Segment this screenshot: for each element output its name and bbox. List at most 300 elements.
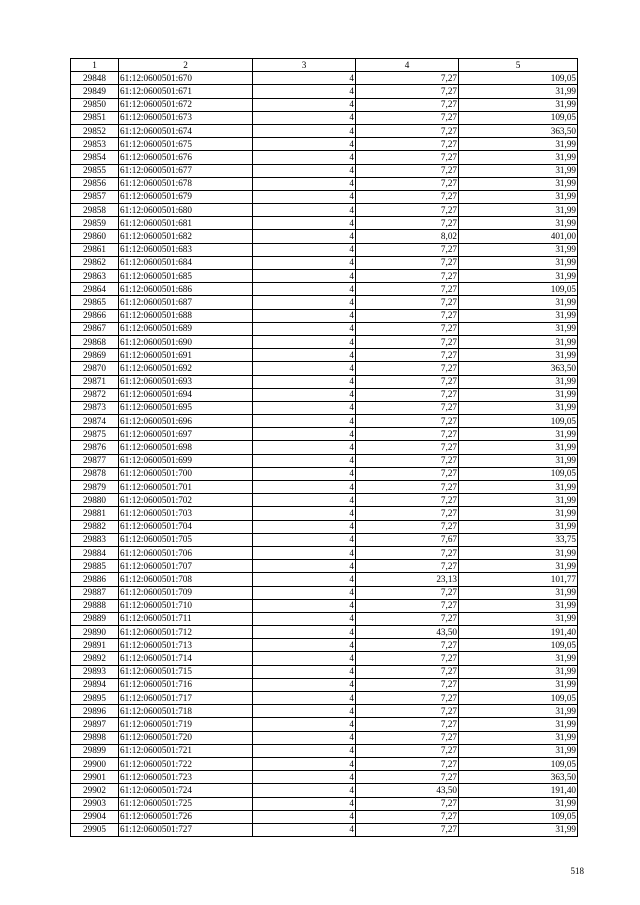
table-cell-col4: 7,27 [356, 111, 459, 124]
table-cell-col4: 7,27 [356, 507, 459, 520]
table-cell-col5: 31,99 [459, 217, 578, 230]
table-cell-col2: 61:12:0600501:722 [119, 757, 253, 770]
table-cell-col2: 61:12:0600501:719 [119, 718, 253, 731]
table-cell-col5: 31,99 [459, 322, 578, 335]
table-cell-col4: 7,27 [356, 335, 459, 348]
header-row [71, 59, 578, 72]
table-cell-col3: 4 [253, 744, 356, 757]
table-cell-col3: 4 [253, 573, 356, 586]
column-header-3: 3 [253, 59, 356, 72]
table-cell-col4: 7,27 [356, 639, 459, 652]
table-row [71, 230, 578, 243]
table-cell-col2: 61:12:0600501:671 [119, 85, 253, 98]
table-row [71, 362, 578, 375]
table-cell-col5: 31,99 [459, 85, 578, 98]
table-cell-col1: 29905 [71, 823, 119, 836]
table-cell-col2: 61:12:0600501:695 [119, 401, 253, 414]
table-cell-col1: 29862 [71, 256, 119, 269]
table-row [71, 797, 578, 810]
table-row [71, 573, 578, 586]
table-cell-col4: 7,27 [356, 467, 459, 480]
table-cell-col5: 109,05 [459, 757, 578, 770]
table-cell-col4: 7,27 [356, 441, 459, 454]
table-cell-col4: 7,27 [356, 415, 459, 428]
table-cell-col3: 4 [253, 151, 356, 164]
table-cell-col5: 31,99 [459, 243, 578, 256]
table-cell-col5: 31,99 [459, 98, 578, 111]
table-cell-col1: 29886 [71, 573, 119, 586]
table-cell-col2: 61:12:0600501:716 [119, 678, 253, 691]
table-cell-col5: 101,77 [459, 573, 578, 586]
table-row [71, 705, 578, 718]
table-cell-col5: 31,99 [459, 823, 578, 836]
table-cell-col1: 29876 [71, 441, 119, 454]
table-cell-col2: 61:12:0600501:701 [119, 481, 253, 494]
table-cell-col4: 7,27 [356, 401, 459, 414]
table-cell-col4: 7,27 [356, 349, 459, 362]
table-cell-col3: 4 [253, 401, 356, 414]
column-header-2: 2 [119, 59, 253, 72]
table-cell-col1: 29881 [71, 507, 119, 520]
table-cell-col1: 29869 [71, 349, 119, 362]
table-cell-col1: 29867 [71, 322, 119, 335]
table-cell-col4: 7,27 [356, 72, 459, 85]
table-cell-col4: 7,27 [356, 718, 459, 731]
table-cell-col2: 61:12:0600501:684 [119, 256, 253, 269]
table-cell-col2: 61:12:0600501:707 [119, 560, 253, 573]
table-cell-col1: 29875 [71, 428, 119, 441]
table-cell-col2: 61:12:0600501:721 [119, 744, 253, 757]
table-cell-col2: 61:12:0600501:713 [119, 639, 253, 652]
table-cell-col5: 31,99 [459, 546, 578, 559]
table-row [71, 309, 578, 322]
table-cell-col4: 7,27 [356, 652, 459, 665]
table-cell-col3: 4 [253, 546, 356, 559]
table-cell-col4: 7,27 [356, 692, 459, 705]
table-cell-col4: 7,27 [356, 322, 459, 335]
table-cell-col2: 61:12:0600501:677 [119, 164, 253, 177]
table-cell-col1: 29849 [71, 85, 119, 98]
table-body [71, 72, 578, 837]
table-row [71, 415, 578, 428]
table-cell-col3: 4 [253, 467, 356, 480]
table-cell-col1: 29898 [71, 731, 119, 744]
table-cell-col2: 61:12:0600501:678 [119, 177, 253, 190]
table-cell-col2: 61:12:0600501:706 [119, 546, 253, 559]
table-cell-col5: 31,99 [459, 375, 578, 388]
table-cell-col1: 29861 [71, 243, 119, 256]
table-cell-col5: 31,99 [459, 481, 578, 494]
table-row [71, 507, 578, 520]
table-cell-col1: 29879 [71, 481, 119, 494]
table-row [71, 270, 578, 283]
table-cell-col5: 109,05 [459, 415, 578, 428]
table-cell-col3: 4 [253, 692, 356, 705]
table-row [71, 823, 578, 836]
table-cell-col5: 31,99 [459, 441, 578, 454]
table-cell-col3: 4 [253, 586, 356, 599]
table-cell-col3: 4 [253, 678, 356, 691]
table-cell-col2: 61:12:0600501:702 [119, 494, 253, 507]
table-cell-col2: 61:12:0600501:703 [119, 507, 253, 520]
table-cell-col1: 29895 [71, 692, 119, 705]
table-cell-col2: 61:12:0600501:725 [119, 797, 253, 810]
table-cell-col5: 31,99 [459, 401, 578, 414]
table-cell-col1: 29872 [71, 388, 119, 401]
table-row [71, 586, 578, 599]
table-cell-col1: 29854 [71, 151, 119, 164]
table-cell-col5: 31,99 [459, 388, 578, 401]
table-row [71, 665, 578, 678]
table-cell-col1: 29874 [71, 415, 119, 428]
table-cell-col4: 7,27 [356, 586, 459, 599]
table-row [71, 652, 578, 665]
table-cell-col5: 31,99 [459, 335, 578, 348]
table-cell-col1: 29853 [71, 138, 119, 151]
table-cell-col5: 191,40 [459, 626, 578, 639]
table-cell-col3: 4 [253, 797, 356, 810]
table-cell-col5: 401,00 [459, 230, 578, 243]
table-cell-col2: 61:12:0600501:686 [119, 283, 253, 296]
table-cell-col5: 31,99 [459, 744, 578, 757]
table-cell-col1: 29859 [71, 217, 119, 230]
table-cell-col2: 61:12:0600501:688 [119, 309, 253, 322]
table-cell-col1: 29877 [71, 454, 119, 467]
table-cell-col3: 4 [253, 639, 356, 652]
table-row [71, 428, 578, 441]
table-row [71, 256, 578, 269]
table-row [71, 771, 578, 784]
table-cell-col1: 29848 [71, 72, 119, 85]
table-cell-col2: 61:12:0600501:714 [119, 652, 253, 665]
table-cell-col2: 61:12:0600501:720 [119, 731, 253, 744]
table-cell-col1: 29890 [71, 626, 119, 639]
table-cell-col3: 4 [253, 243, 356, 256]
table-cell-col3: 4 [253, 85, 356, 98]
table-cell-col2: 61:12:0600501:727 [119, 823, 253, 836]
table-row [71, 98, 578, 111]
table-cell-col2: 61:12:0600501:691 [119, 349, 253, 362]
table-cell-col5: 109,05 [459, 467, 578, 480]
table-cell-col1: 29868 [71, 335, 119, 348]
table-cell-col5: 31,99 [459, 678, 578, 691]
table-row [71, 757, 578, 770]
table-cell-col4: 7,27 [356, 731, 459, 744]
table-cell-col5: 33,75 [459, 533, 578, 546]
table-row [71, 784, 578, 797]
table-cell-col2: 61:12:0600501:698 [119, 441, 253, 454]
table-row [71, 810, 578, 823]
table-cell-col3: 4 [253, 823, 356, 836]
table-row [71, 731, 578, 744]
table-cell-col3: 4 [253, 177, 356, 190]
table-cell-col2: 61:12:0600501:696 [119, 415, 253, 428]
table-cell-col1: 29871 [71, 375, 119, 388]
table-row [71, 375, 578, 388]
table-cell-col4: 7,27 [356, 177, 459, 190]
table-row [71, 164, 578, 177]
table-cell-col5: 31,99 [459, 349, 578, 362]
table-cell-col4: 7,27 [356, 757, 459, 770]
table-cell-col2: 61:12:0600501:692 [119, 362, 253, 375]
table-cell-col5: 109,05 [459, 72, 578, 85]
table-cell-col1: 29873 [71, 401, 119, 414]
table-row [71, 626, 578, 639]
table-cell-col4: 43,50 [356, 784, 459, 797]
table-cell-col4: 7,27 [356, 665, 459, 678]
table-row [71, 520, 578, 533]
table-cell-col4: 7,27 [356, 270, 459, 283]
table-row [71, 388, 578, 401]
table-cell-col4: 7,27 [356, 296, 459, 309]
table-cell-col3: 4 [253, 124, 356, 137]
table-cell-col5: 31,99 [459, 652, 578, 665]
table-cell-col3: 4 [253, 230, 356, 243]
table-cell-col5: 31,99 [459, 428, 578, 441]
table-cell-col1: 29863 [71, 270, 119, 283]
table-cell-col2: 61:12:0600501:711 [119, 612, 253, 625]
table-row [71, 204, 578, 217]
table-cell-col4: 7,27 [356, 678, 459, 691]
table-cell-col5: 31,99 [459, 507, 578, 520]
table-cell-col1: 29850 [71, 98, 119, 111]
table-cell-col3: 4 [253, 612, 356, 625]
table-cell-col4: 7,27 [356, 256, 459, 269]
table-cell-col5: 31,99 [459, 296, 578, 309]
table-cell-col1: 29880 [71, 494, 119, 507]
table-cell-col2: 61:12:0600501:715 [119, 665, 253, 678]
table-cell-col5: 31,99 [459, 164, 578, 177]
table-row [71, 718, 578, 731]
table-cell-col3: 4 [253, 190, 356, 203]
table-cell-col2: 61:12:0600501:689 [119, 322, 253, 335]
table-cell-col4: 7,27 [356, 797, 459, 810]
table-cell-col5: 109,05 [459, 810, 578, 823]
table-cell-col3: 4 [253, 322, 356, 335]
table-row [71, 467, 578, 480]
table-row [71, 454, 578, 467]
table-cell-col1: 29891 [71, 639, 119, 652]
table-cell-col1: 29865 [71, 296, 119, 309]
table-cell-col2: 61:12:0600501:687 [119, 296, 253, 309]
table-cell-col2: 61:12:0600501:726 [119, 810, 253, 823]
table-cell-col1: 29894 [71, 678, 119, 691]
table-cell-col3: 4 [253, 349, 356, 362]
column-header-4: 4 [356, 59, 459, 72]
table-row [71, 111, 578, 124]
table-cell-col4: 7,27 [356, 771, 459, 784]
table-cell-col2: 61:12:0600501:705 [119, 533, 253, 546]
table-cell-col3: 4 [253, 72, 356, 85]
table-cell-col4: 7,27 [356, 204, 459, 217]
table-cell-col5: 31,99 [459, 599, 578, 612]
table-cell-col3: 4 [253, 441, 356, 454]
table-cell-col3: 4 [253, 283, 356, 296]
table-cell-col5: 31,99 [459, 177, 578, 190]
table-cell-col2: 61:12:0600501:680 [119, 204, 253, 217]
table-cell-col4: 7,27 [356, 481, 459, 494]
table-cell-col4: 7,27 [356, 164, 459, 177]
table-row [71, 296, 578, 309]
table-cell-col4: 7,27 [356, 124, 459, 137]
table-cell-col5: 31,99 [459, 731, 578, 744]
table-cell-col3: 4 [253, 599, 356, 612]
table-cell-col5: 31,99 [459, 256, 578, 269]
table-cell-col3: 4 [253, 481, 356, 494]
table-cell-col2: 61:12:0600501:679 [119, 190, 253, 203]
table-cell-col5: 191,40 [459, 784, 578, 797]
table-cell-col3: 4 [253, 652, 356, 665]
table-row [71, 335, 578, 348]
table-cell-col1: 29889 [71, 612, 119, 625]
table-cell-col1: 29900 [71, 757, 119, 770]
table-cell-col3: 4 [253, 98, 356, 111]
page-number: 518 [570, 866, 584, 876]
table-cell-col2: 61:12:0600501:712 [119, 626, 253, 639]
table-cell-col3: 4 [253, 757, 356, 770]
table-cell-col5: 31,99 [459, 612, 578, 625]
table-row [71, 124, 578, 137]
table-row [71, 349, 578, 362]
table-cell-col1: 29897 [71, 718, 119, 731]
table-row [71, 217, 578, 230]
table-cell-col1: 29887 [71, 586, 119, 599]
table-cell-col4: 7,27 [356, 823, 459, 836]
table-cell-col3: 4 [253, 111, 356, 124]
table-cell-col4: 7,27 [356, 612, 459, 625]
table-cell-col2: 61:12:0600501:672 [119, 98, 253, 111]
table-cell-col2: 61:12:0600501:693 [119, 375, 253, 388]
table-cell-col4: 7,27 [356, 375, 459, 388]
table-cell-col1: 29896 [71, 705, 119, 718]
table-row [71, 533, 578, 546]
table-cell-col3: 4 [253, 375, 356, 388]
column-header-5: 5 [459, 59, 578, 72]
table-cell-col3: 4 [253, 204, 356, 217]
table-cell-col5: 31,99 [459, 665, 578, 678]
table-cell-col1: 29866 [71, 309, 119, 322]
table-cell-col3: 4 [253, 164, 356, 177]
table-row [71, 151, 578, 164]
table-cell-col1: 29901 [71, 771, 119, 784]
table-row [71, 546, 578, 559]
table-cell-col3: 4 [253, 309, 356, 322]
table-cell-col3: 4 [253, 560, 356, 573]
table-cell-col4: 7,67 [356, 533, 459, 546]
table-cell-col3: 4 [253, 771, 356, 784]
table-cell-col2: 61:12:0600501:697 [119, 428, 253, 441]
table-cell-col4: 7,27 [356, 243, 459, 256]
table-cell-col2: 61:12:0600501:724 [119, 784, 253, 797]
table-cell-col1: 29860 [71, 230, 119, 243]
table-cell-col2: 61:12:0600501:704 [119, 520, 253, 533]
table-cell-col1: 29893 [71, 665, 119, 678]
table-cell-col3: 4 [253, 507, 356, 520]
table-row [71, 243, 578, 256]
table-cell-col3: 4 [253, 718, 356, 731]
table-cell-col5: 109,05 [459, 639, 578, 652]
table-cell-col4: 7,27 [356, 520, 459, 533]
table-cell-col3: 4 [253, 626, 356, 639]
table-cell-col5: 31,99 [459, 586, 578, 599]
table-cell-col4: 7,27 [356, 494, 459, 507]
table-cell-col4: 7,27 [356, 283, 459, 296]
table-row [71, 283, 578, 296]
table-cell-col1: 29899 [71, 744, 119, 757]
table-cell-col2: 61:12:0600501:670 [119, 72, 253, 85]
table-cell-col5: 31,99 [459, 454, 578, 467]
table-cell-col3: 4 [253, 454, 356, 467]
table-cell-col3: 4 [253, 335, 356, 348]
table-cell-col4: 7,27 [356, 190, 459, 203]
table-cell-col5: 31,99 [459, 560, 578, 573]
table-cell-col2: 61:12:0600501:708 [119, 573, 253, 586]
table-row [71, 560, 578, 573]
table-cell-col2: 61:12:0600501:685 [119, 270, 253, 283]
table-cell-col1: 29870 [71, 362, 119, 375]
table-cell-col3: 4 [253, 665, 356, 678]
table-cell-col2: 61:12:0600501:674 [119, 124, 253, 137]
table-cell-col5: 31,99 [459, 190, 578, 203]
table-cell-col5: 109,05 [459, 111, 578, 124]
table-row [71, 481, 578, 494]
table-cell-col4: 7,27 [356, 151, 459, 164]
table-cell-col5: 363,50 [459, 771, 578, 784]
table-cell-col4: 43,50 [356, 626, 459, 639]
table-cell-col5: 31,99 [459, 204, 578, 217]
table-cell-col1: 29858 [71, 204, 119, 217]
table-cell-col2: 61:12:0600501:681 [119, 217, 253, 230]
data-table [70, 58, 578, 837]
table-cell-col4: 7,27 [356, 810, 459, 823]
table-cell-col1: 29892 [71, 652, 119, 665]
table-cell-col1: 29864 [71, 283, 119, 296]
table-cell-col2: 61:12:0600501:690 [119, 335, 253, 348]
table-cell-col4: 7,27 [356, 560, 459, 573]
table-cell-col3: 4 [253, 705, 356, 718]
table-cell-col1: 29856 [71, 177, 119, 190]
table-cell-col1: 29902 [71, 784, 119, 797]
table-cell-col1: 29888 [71, 599, 119, 612]
table-cell-col3: 4 [253, 520, 356, 533]
table-cell-col4: 7,27 [356, 362, 459, 375]
table-cell-col1: 29883 [71, 533, 119, 546]
table-cell-col2: 61:12:0600501:700 [119, 467, 253, 480]
table-row [71, 744, 578, 757]
table-cell-col5: 31,99 [459, 138, 578, 151]
table-cell-col3: 4 [253, 296, 356, 309]
table-cell-col2: 61:12:0600501:717 [119, 692, 253, 705]
table-cell-col1: 29903 [71, 797, 119, 810]
table-cell-col4: 23,13 [356, 573, 459, 586]
table-row [71, 494, 578, 507]
table-cell-col4: 7,27 [356, 599, 459, 612]
table-cell-col3: 4 [253, 533, 356, 546]
table-row [71, 190, 578, 203]
table-cell-col3: 4 [253, 784, 356, 797]
table-cell-col3: 4 [253, 428, 356, 441]
table-cell-col3: 4 [253, 388, 356, 401]
table-cell-col3: 4 [253, 270, 356, 283]
table-cell-col4: 7,27 [356, 454, 459, 467]
table-cell-col2: 61:12:0600501:723 [119, 771, 253, 784]
table-cell-col1: 29857 [71, 190, 119, 203]
table-cell-col2: 61:12:0600501:709 [119, 586, 253, 599]
table-cell-col1: 29852 [71, 124, 119, 137]
table-cell-col4: 7,27 [356, 309, 459, 322]
table-row [71, 612, 578, 625]
table-cell-col5: 31,99 [459, 270, 578, 283]
